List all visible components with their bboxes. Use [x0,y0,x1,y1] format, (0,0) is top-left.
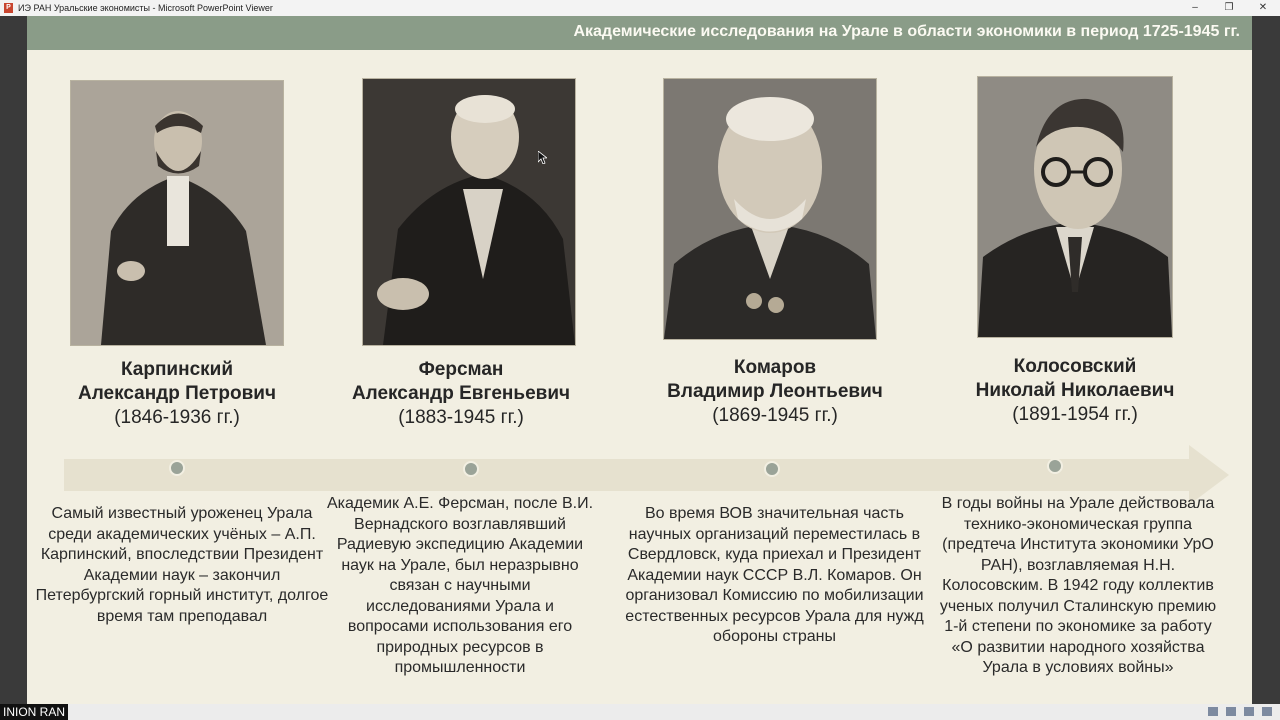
person-fullname: Александр Евгеньевич [351,383,571,404]
powerpoint-icon: P [4,3,13,13]
channel-label: INION RAN [0,704,68,720]
person-description: В годы войны на Урале действовала технико-экономическая группа (предтеча Института экономики УрО РАН), возглавляемая Н.Н. Колосовским. В 1942 году коллектив ученых получил Сталинскую премию 1-й степени по экономике за работу «О развитии народного хозяйства Урала в условиях войны» [939,495,1217,676]
tray-icon[interactable] [1262,707,1272,716]
system-tray [1208,707,1272,716]
slide[interactable] [27,16,1252,704]
tray-icon[interactable] [1208,707,1218,716]
tray-icon[interactable] [1244,707,1254,716]
timeline-marker [1047,458,1063,474]
window-titlebar [0,0,1280,17]
minimize-button[interactable]: – [1192,2,1198,13]
tray-icon[interactable] [1226,707,1236,716]
person-description: Самый известный уроженец Урала среди академических учёных – А.П. Карпинский, впоследствии Президент Академии наук – закончил Петербургский горный институт, долгое время там преподавал [35,505,329,625]
slide-title: Академические исследования на Урале в области экономики в период 1725-1945 гг. [573,23,1240,40]
person-name-block [930,355,1220,427]
portrait-karpinsky [70,80,284,346]
person-surname: Комаров [733,357,817,378]
person-name-block [32,358,322,430]
person-fullname: Владимир Леонтьевич [667,381,883,402]
person-years: (1891-1954 гг.) [1012,404,1138,425]
timeline-marker [463,461,479,477]
portrait-fersman [362,78,576,346]
window-controls [1178,0,1280,16]
portrait-komarov [663,78,877,340]
person-name-block [316,358,606,430]
restore-button[interactable]: ❐ [1224,2,1234,13]
person-fullname: Александр Петрович [77,383,277,404]
taskbar [0,704,1280,720]
person-fullname: Николай Николаевич [975,380,1175,401]
person-name-block [630,356,920,428]
portrait-kolosovsky [977,76,1173,338]
person-description: Академик А.Е. Ферсман, после В.И. Вернадского возглавлявший Радиевую экспедицию Академии наук на Урале, был неразрывно связан с научными исследованиями Урала и вопросами использования его природных ресурсов в промышленности [326,495,594,676]
person-surname: Карпинский [120,359,234,380]
window-title: ИЭ РАН Уральские экономисты - Microsoft PowerPoint Viewer [18,3,273,13]
mouse-cursor-icon [538,151,547,164]
timeline-marker [169,460,185,476]
slide-viewport [0,16,1280,704]
person-years: (1846-1936 гг.) [114,407,240,428]
slide-header-bar [27,16,1252,50]
close-button[interactable]: ✕ [1258,2,1268,13]
person-surname: Колосовский [1013,356,1137,377]
timeline-marker [764,461,780,477]
person-years: (1869-1945 гг.) [712,405,838,426]
person-years: (1883-1945 гг.) [398,407,524,428]
person-description: Во время ВОВ значительная часть научных организаций переместилась в Свердловск, куда приехал и Президент Академии наук СССР В.Л. Комаров. Он организовал Комиссию по мобилизации естественных ресурсов Урала для нужд обороны страны [625,505,924,645]
person-surname: Ферсман [418,359,504,380]
